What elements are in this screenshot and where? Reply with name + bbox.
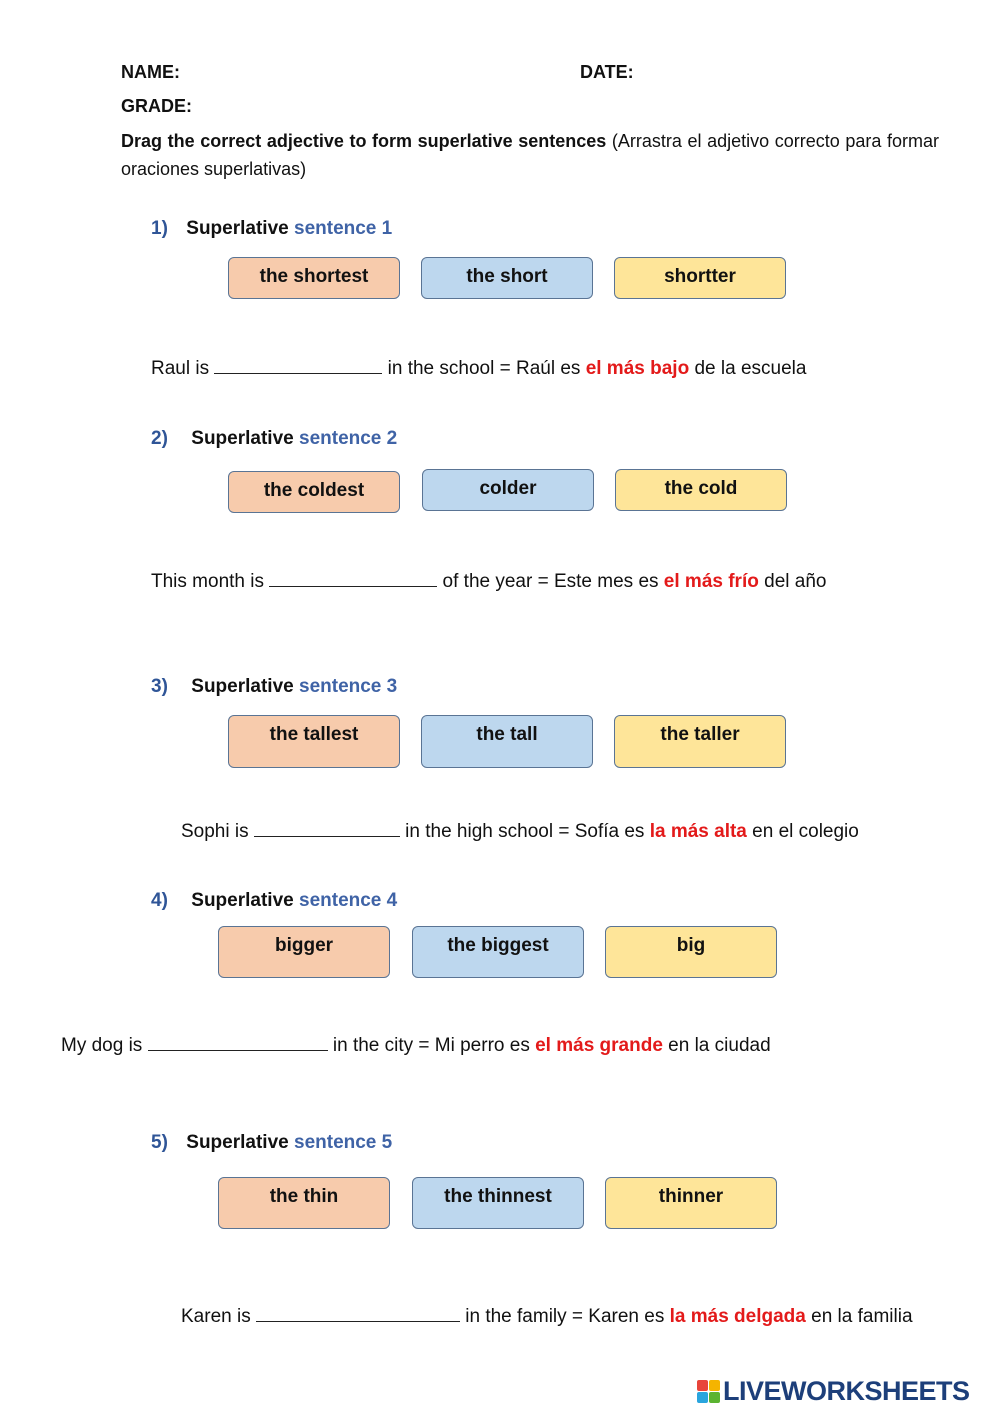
q3-sentence-start: Sophi is: [181, 821, 249, 842]
question-2-title: Superlative: [191, 428, 294, 449]
q3-sentence-red: la más alta: [649, 821, 747, 842]
logo-square-green: [709, 1392, 720, 1403]
question-3-title-blue: sentence 3: [299, 676, 398, 697]
q4-answer-blank[interactable]: [148, 1034, 328, 1051]
q1-answer-blank[interactable]: [214, 357, 382, 374]
q3-sentence-middle: in the high school = Sofía es: [405, 821, 645, 842]
grade-label: GRADE:: [121, 96, 192, 116]
question-4-sentence: [61, 1034, 771, 1057]
q4-sentence-middle: in the city = Mi perro es: [332, 1035, 530, 1056]
q4-option-3-chip[interactable]: big: [605, 926, 777, 978]
question-4-heading: [151, 890, 397, 912]
liveworksheets-logo-icon: [697, 1380, 720, 1403]
question-3-sentence: [181, 820, 859, 843]
question-4-title-blue: sentence 4: [299, 890, 398, 911]
q2-sentence-end: del año: [764, 571, 827, 592]
question-1-heading: [151, 218, 392, 240]
instructions-translation: (Arrastra el adjetivo correcto para formar oraciones superlativas): [121, 131, 939, 179]
q1-option-2-chip[interactable]: the short: [421, 257, 593, 299]
q2-sentence-red: el más frío: [663, 571, 759, 592]
question-5-heading: [151, 1132, 392, 1154]
q3-sentence-end: en el colegio: [752, 821, 859, 842]
liveworksheets-logo-text: LIVEWORKSHEETS: [723, 1376, 970, 1406]
q2-sentence-middle: of the year = Este mes es: [442, 571, 659, 592]
question-5-number: 5): [151, 1132, 168, 1153]
q2-sentence-start: This month is: [151, 571, 264, 592]
q5-answer-blank[interactable]: [256, 1305, 460, 1322]
q1-sentence-start: Raul is: [151, 358, 210, 379]
question-2-title-blue: sentence 2: [299, 428, 398, 449]
q2-option-1-chip[interactable]: the coldest: [228, 471, 400, 513]
question-3-number: 3): [151, 676, 168, 697]
question-1-sentence: [151, 357, 806, 380]
q1-sentence-red: el más bajo: [585, 358, 690, 379]
date-label: DATE:: [580, 62, 634, 82]
q3-option-1-chip[interactable]: the tallest: [228, 715, 400, 768]
q5-sentence-red: la más delgada: [669, 1306, 806, 1327]
q3-option-2-chip[interactable]: the tall: [421, 715, 593, 768]
question-1-title-blue: sentence 1: [294, 218, 393, 239]
question-2-heading: [151, 428, 397, 450]
q4-option-1-chip[interactable]: bigger: [218, 926, 390, 978]
q5-option-1-chip[interactable]: the thin: [218, 1177, 390, 1229]
instructions: [121, 127, 939, 183]
question-4-title: Superlative: [191, 890, 294, 911]
q5-sentence-middle: in the family = Karen es: [465, 1306, 665, 1327]
question-2-number: 2): [151, 428, 168, 449]
q5-option-2-chip[interactable]: the thinnest: [412, 1177, 584, 1229]
q5-sentence-start: Karen is: [181, 1306, 251, 1327]
question-5-title-blue: sentence 5: [294, 1132, 393, 1153]
q4-sentence-start: My dog is: [61, 1035, 143, 1056]
name-label: NAME:: [121, 62, 180, 82]
question-5-sentence: [181, 1305, 913, 1328]
q5-sentence-end: en la familia: [811, 1306, 913, 1327]
q1-sentence-end: de la escuela: [694, 358, 807, 379]
q2-option-3-chip[interactable]: the cold: [615, 469, 787, 511]
q1-sentence-middle: in the school = Raúl es: [387, 358, 581, 379]
question-3-title: Superlative: [191, 676, 294, 697]
question-1-number: 1): [151, 218, 168, 239]
logo-square-yellow: [709, 1380, 720, 1391]
logo-square-blue: [697, 1392, 708, 1403]
q5-option-3-chip[interactable]: thinner: [605, 1177, 777, 1229]
logo-square-red: [697, 1380, 708, 1391]
q2-option-2-chip[interactable]: colder: [422, 469, 594, 511]
liveworksheets-logo: [697, 1376, 970, 1407]
q4-sentence-red: el más grande: [535, 1035, 663, 1056]
question-5-title: Superlative: [186, 1132, 289, 1153]
q4-sentence-end: en la ciudad: [668, 1035, 771, 1056]
q1-option-3-chip[interactable]: shortter: [614, 257, 786, 299]
q4-option-2-chip[interactable]: the biggest: [412, 926, 584, 978]
q3-option-3-chip[interactable]: the taller: [614, 715, 786, 768]
question-1-title: Superlative: [186, 218, 289, 239]
q1-option-1-chip[interactable]: the shortest: [228, 257, 400, 299]
question-4-number: 4): [151, 890, 168, 911]
instructions-bold: Drag the correct adjective to form superlative sentences: [121, 131, 607, 151]
q3-answer-blank[interactable]: [254, 820, 400, 837]
question-3-heading: [151, 676, 397, 698]
q2-answer-blank[interactable]: [269, 570, 437, 587]
question-2-sentence: [151, 570, 826, 593]
